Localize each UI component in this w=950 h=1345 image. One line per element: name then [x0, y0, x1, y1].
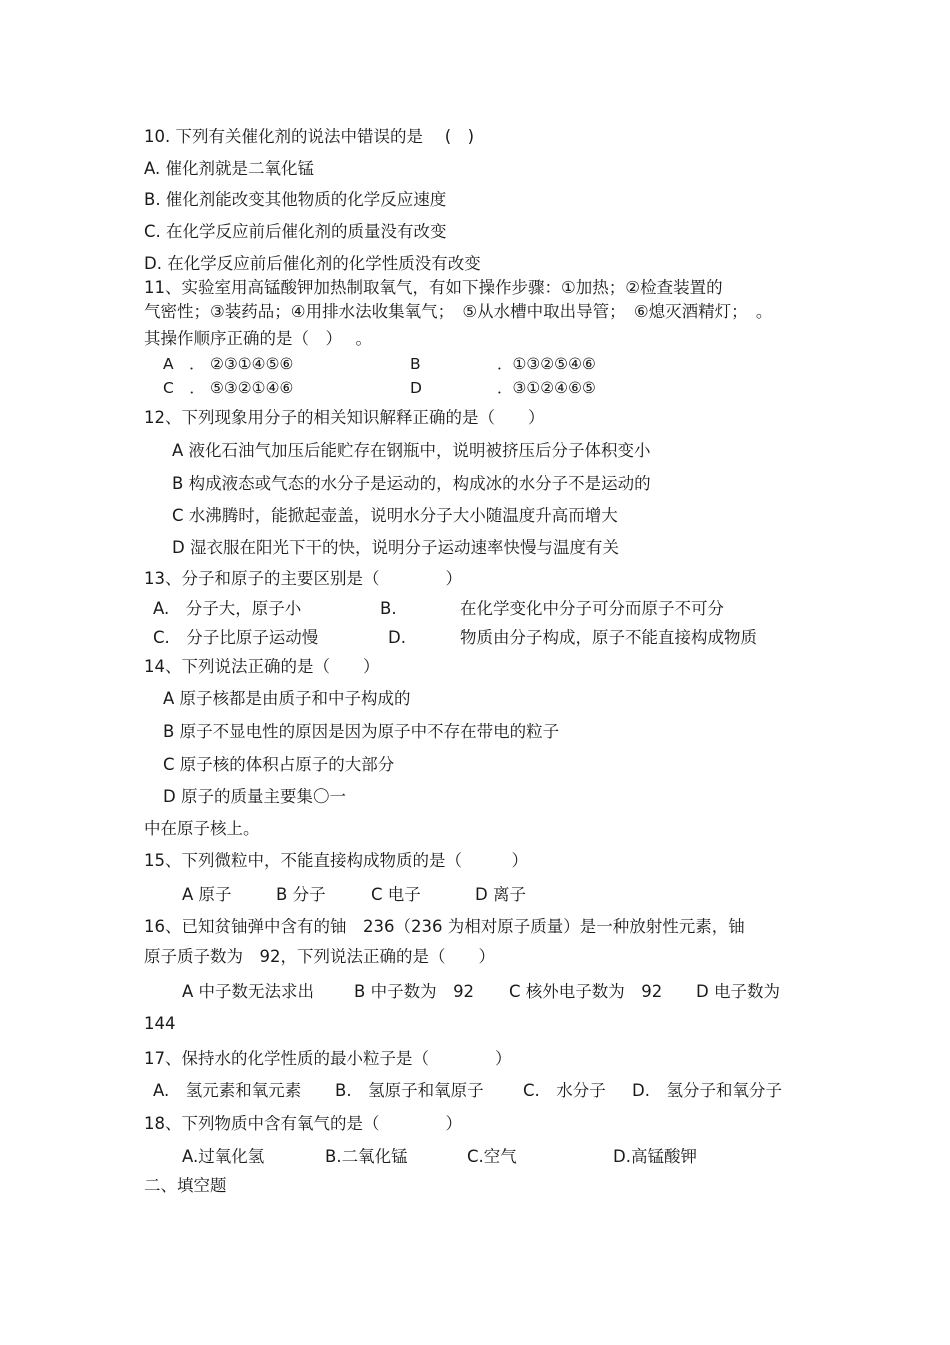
- q11-option-c-label: C ．: [163, 379, 205, 397]
- q13-option-d-text: 物质由分子构成，原子不能直接构成物质: [460, 628, 757, 647]
- q11-option-a-label: A ．: [163, 355, 205, 373]
- q11-option-d-value: ．③①②④⑥⑤: [497, 379, 596, 397]
- q13-option-b-text: 在化学变化中分子可分而原子不可分: [460, 599, 724, 618]
- q14-option-b: B 原子不显电性的原因是因为原子中不存在带电的粒子: [163, 722, 560, 741]
- q11-option-b-value: ．①③②⑤④⑥: [497, 355, 596, 373]
- q10-option-a: A. 催化剂就是二氧化锰: [144, 159, 314, 178]
- q14-stem: 14、下列说法正确的是（ ）: [144, 657, 380, 676]
- q13-option-a: A. 分子大，原子小: [153, 599, 302, 618]
- q16-option-b: B 中子数为 92: [354, 982, 475, 1001]
- q15-option-d: D 离子: [475, 885, 526, 904]
- q18-option-c: C.空气: [467, 1147, 517, 1166]
- q16-stem-line1: 16、已知贫铀弹中含有的铀 236（236 为相对原子质量）是一种放射性元素，铀: [144, 917, 745, 936]
- q12-option-d: D 湿衣服在阳光下干的快，说明分子运动速率快慢与温度有关: [172, 538, 619, 557]
- q15-option-b: B 分子: [276, 885, 326, 904]
- q15-option-a: A 原子: [182, 885, 232, 904]
- q12-option-c: C 水沸腾时，能掀起壶盖，说明水分子大小随温度升高而增大: [172, 506, 618, 525]
- q14-option-d-continuation: 中在原子核上。: [144, 819, 260, 838]
- q10-option-b: B. 催化剂能改变其他物质的化学反应速度: [144, 190, 447, 209]
- q12-option-a: A 液化石油气加压后能贮存在钢瓶中，说明被挤压后分子体积变小: [172, 441, 651, 460]
- q18-option-d: D.高锰酸钾: [613, 1147, 697, 1166]
- q16-option-a: A 中子数无法求出: [182, 982, 315, 1001]
- q16-option-d: D 电子数为: [696, 982, 780, 1001]
- q17-option-a: A. 氢元素和氧元素: [153, 1081, 302, 1100]
- q13-stem: 13、分子和原子的主要区别是（ ）: [144, 569, 462, 588]
- q13-option-c: C. 分子比原子运动慢: [153, 628, 319, 647]
- q10-option-d: D. 在化学反应前后催化剂的化学性质没有改变: [144, 254, 481, 273]
- q18-option-b: B.二氧化锰: [325, 1147, 408, 1166]
- q14-option-d: D 原子的质量主要集〇一: [163, 787, 346, 806]
- q12-stem: 12、下列现象用分子的相关知识解释正确的是（ ）: [144, 408, 545, 427]
- q18-option-a: A.过氧化氢: [182, 1147, 265, 1166]
- q11-option-a-value: ②③①④⑤⑥: [210, 355, 294, 373]
- q15-option-c: C 电子: [371, 885, 421, 904]
- q13-option-d-label: D.: [388, 628, 406, 647]
- q17-stem: 17、保持水的化学性质的最小粒子是（ ）: [144, 1049, 512, 1068]
- q11-stem-line2: 气密性；③装药品；④用排水法收集氧气； ⑤从水槽中取出导管； ⑥熄灭酒精灯； 。: [144, 302, 773, 321]
- q11-stem-line1: 11、实验室用高锰酸钾加热制取氧气，有如下操作步骤：①加热；②检查装置的: [144, 278, 723, 297]
- q16-option-c: C 核外电子数为 92: [509, 982, 663, 1001]
- section-title-fill-in: 二、填空题: [144, 1176, 227, 1195]
- q14-option-a: A 原子核都是由质子和中子构成的: [163, 689, 411, 708]
- q11-stem-line3: 其操作顺序正确的是（ ） 。: [144, 329, 372, 348]
- q13-option-b-label: B.: [380, 599, 397, 618]
- q16-option-d-continuation: 144: [144, 1014, 176, 1033]
- q11-option-b-label: B: [410, 355, 421, 373]
- q10-option-c: C. 在化学反应前后催化剂的质量没有改变: [144, 222, 447, 241]
- q17-option-d: D. 氢分子和氧分子: [632, 1081, 782, 1100]
- q15-stem: 15、下列微粒中，不能直接构成物质的是（ ）: [144, 851, 528, 870]
- q17-option-c: C. 水分子: [523, 1081, 606, 1100]
- q14-option-c: C 原子核的体积占原子的大部分: [163, 755, 395, 774]
- q18-stem: 18、下列物质中含有氧气的是（ ）: [144, 1114, 462, 1133]
- q11-option-c-value: ⑤③②①④⑥: [210, 379, 294, 397]
- q12-option-b: B 构成液态或气态的水分子是运动的，构成冰的水分子不是运动的: [172, 474, 651, 493]
- q17-option-b: B. 氢原子和氧原子: [335, 1081, 484, 1100]
- q10-stem: 10. 下列有关催化剂的说法中错误的是 ( ): [144, 127, 475, 146]
- q11-option-d-label: D: [410, 379, 422, 397]
- q16-stem-line2: 原子质子数为 92，下列说法正确的是（ ）: [144, 947, 495, 966]
